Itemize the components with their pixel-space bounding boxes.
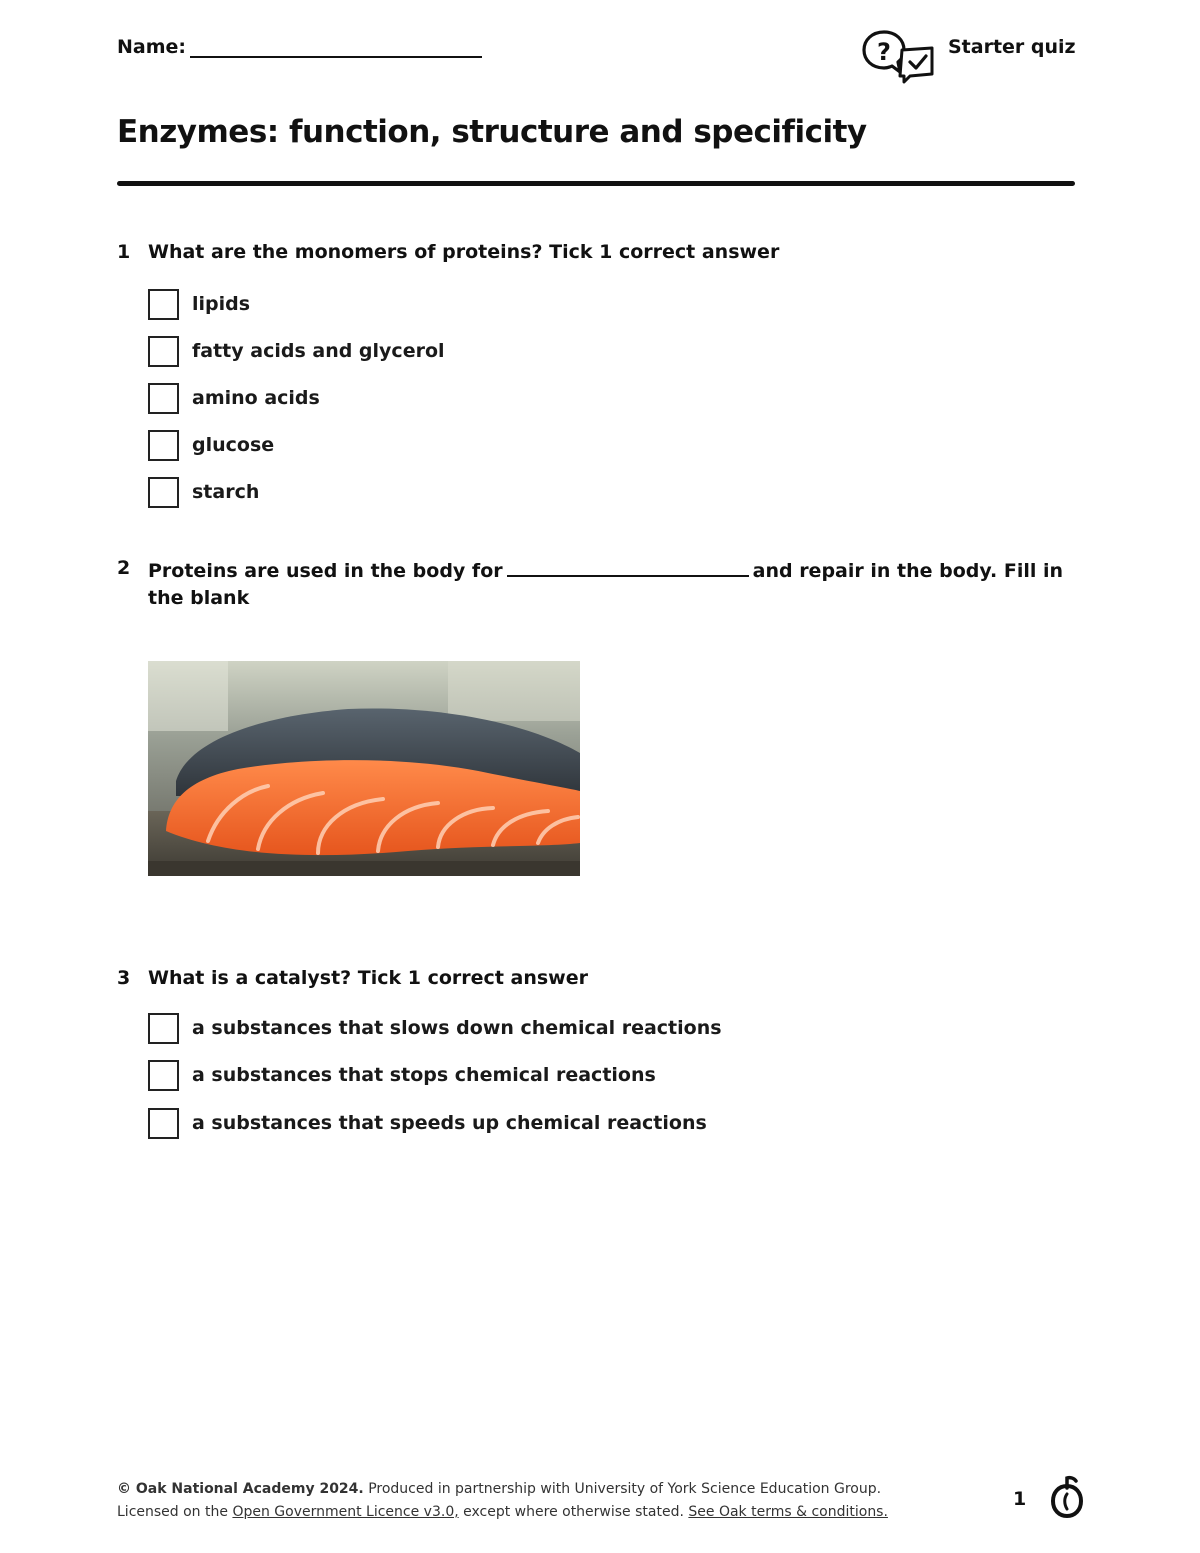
q1-option-label: fatty acids and glycerol — [192, 340, 445, 362]
salmon-fillet-photo — [148, 661, 580, 876]
q1-option[interactable] — [148, 334, 445, 368]
q1-option[interactable] — [148, 428, 274, 462]
oak-acorn-logo-icon — [1050, 1474, 1084, 1518]
question-2-text — [148, 557, 1078, 612]
q3-option-checkbox[interactable] — [148, 1013, 179, 1044]
name-label: Name: — [117, 36, 187, 58]
q3-option-label: a substances that speeds up chemical reactions — [192, 1112, 707, 1134]
page-title: Enzymes: function, structure and specificity — [117, 114, 867, 150]
quiz-type-label: Starter quiz — [948, 36, 1076, 58]
footer-line2-b: except where otherwise stated. — [458, 1504, 689, 1520]
q3-option-checkbox[interactable] — [148, 1060, 179, 1091]
question-3-text: What is a catalyst? Tick 1 correct answer — [148, 967, 588, 989]
q1-option[interactable] — [148, 475, 259, 509]
fill-in-blank[interactable] — [507, 557, 749, 577]
question-1-text: What are the monomers of proteins? Tick 1 correct answer — [148, 241, 780, 263]
q3-option[interactable] — [148, 1011, 722, 1045]
q1-option-checkbox[interactable] — [148, 383, 179, 414]
q1-option-label: lipids — [192, 293, 251, 315]
q3-option-checkbox[interactable] — [148, 1108, 179, 1139]
footer-credits — [117, 1478, 997, 1524]
question-2-text-line2: the blank — [148, 587, 250, 609]
q1-option-checkbox[interactable] — [148, 336, 179, 367]
footer-line2-a: Licensed on the — [117, 1504, 233, 1520]
terms-link[interactable]: See Oak terms & conditions. — [688, 1504, 888, 1520]
question-3-number: 3 — [117, 967, 131, 989]
question-2-text-before: Proteins are used in the body for — [148, 560, 503, 582]
svg-text:?: ? — [877, 38, 891, 66]
q1-option-checkbox[interactable] — [148, 477, 179, 508]
q1-option-label: starch — [192, 481, 260, 503]
q3-option-label: a substances that stops chemical reactions — [192, 1064, 656, 1086]
q3-option-label: a substances that slows down chemical reactions — [192, 1017, 722, 1039]
question-2-text-after: and repair in the body. Fill in — [752, 560, 1064, 582]
q1-option-label: glucose — [192, 434, 275, 456]
q1-option[interactable] — [148, 381, 320, 415]
name-input-line[interactable] — [190, 56, 482, 58]
q1-option-label: amino acids — [192, 387, 320, 409]
title-divider — [117, 181, 1075, 186]
question-1-number: 1 — [117, 241, 131, 263]
q3-option[interactable] — [148, 1058, 656, 1092]
footer-org: © Oak National Academy 2024. — [117, 1481, 364, 1497]
q1-option-checkbox[interactable] — [148, 289, 179, 320]
footer-line1: Produced in partnership with University of York Science Education Group. — [363, 1481, 882, 1497]
question-chat-icon — [860, 28, 936, 84]
licence-link[interactable]: Open Government Licence v3.0, — [232, 1504, 459, 1520]
page-number: 1 — [1013, 1488, 1027, 1510]
q3-option[interactable] — [148, 1106, 707, 1140]
question-2-number: 2 — [117, 557, 131, 579]
q1-option[interactable] — [148, 287, 250, 321]
q1-option-checkbox[interactable] — [148, 430, 179, 461]
